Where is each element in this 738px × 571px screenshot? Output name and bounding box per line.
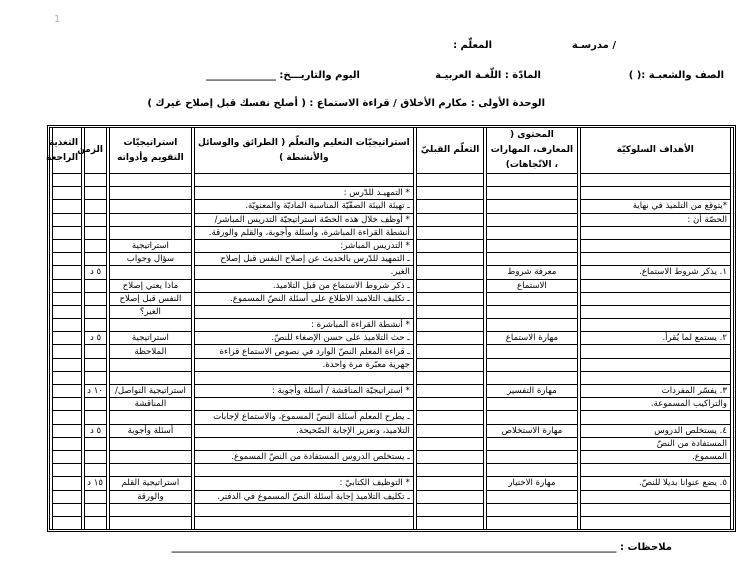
cell-strategies — [194, 438, 414, 451]
cell-objectives — [580, 240, 731, 253]
cell-content — [486, 372, 577, 385]
table-row — [52, 411, 731, 424]
cell-evaluation — [109, 187, 192, 200]
cell-evaluation — [109, 451, 192, 464]
cell-strategies: ـ ذكر شروط الاستماع من قبل التلاميذ. — [194, 280, 414, 293]
cell-evaluation — [109, 174, 192, 187]
cell-content: مهارة التفسير — [486, 385, 577, 398]
cell-strategies: ـ التمهيد للدّرس بالحديث عن إصلاح النفس قبل إصلاح — [194, 253, 414, 266]
header-time: الزمن — [84, 128, 107, 174]
cell-feedback — [52, 240, 82, 253]
cell-time — [84, 411, 107, 424]
table-row — [52, 266, 731, 279]
table-row — [52, 359, 731, 372]
cell-evaluation — [109, 372, 192, 385]
cell-feedback — [52, 504, 82, 517]
cell-feedback — [52, 359, 82, 372]
cell-evaluation: الغير؟ — [109, 306, 192, 319]
cell-content — [486, 174, 577, 187]
cell-evaluation — [109, 227, 192, 240]
cell-prior-learning — [416, 293, 484, 306]
cell-time: ١٠ د — [84, 385, 107, 398]
cell-objectives — [580, 517, 731, 529]
cell-time — [84, 517, 107, 529]
cell-strategies: ـ حث التلاميذ على حسن الإصغاء للنصّ. — [194, 332, 414, 345]
cell-objectives: المسموع. — [580, 451, 731, 464]
cell-strategies — [194, 372, 414, 385]
cell-objectives — [580, 464, 731, 477]
cell-time — [84, 504, 107, 517]
cell-objectives: *يتوقع من التلميذ في نهاية — [580, 200, 731, 213]
cell-time — [84, 398, 107, 411]
cell-evaluation: والورقة — [109, 491, 192, 504]
cell-strategies: ـ يطرح المعلم أسئلة النصّ المسموع، والاستماع لإجابات — [194, 411, 414, 424]
cell-time — [84, 451, 107, 464]
cell-feedback — [52, 425, 82, 438]
cell-feedback — [52, 280, 82, 293]
cell-strategies — [194, 398, 414, 411]
cell-time — [84, 293, 107, 306]
cell-content — [486, 187, 577, 200]
cell-evaluation — [109, 411, 192, 424]
cell-content — [486, 359, 577, 372]
cell-objectives — [580, 280, 731, 293]
cell-feedback — [52, 227, 82, 240]
date-label: اليوم والتاريـــخ: ______________ — [205, 70, 360, 81]
cell-prior-learning — [416, 359, 484, 372]
cell-time — [84, 345, 107, 358]
table-row — [52, 438, 731, 451]
cell-content — [486, 504, 577, 517]
cell-strategies: * أوظف خلال هذه الحصّة استراتيجيّة التدريس المباشر/ — [194, 214, 414, 227]
cell-content — [486, 491, 577, 504]
cell-feedback — [52, 253, 82, 266]
cell-evaluation — [109, 266, 192, 279]
cell-feedback — [52, 491, 82, 504]
cell-prior-learning — [416, 187, 484, 200]
cell-feedback — [52, 332, 82, 345]
cell-evaluation: ماذا يعني إصلاح — [109, 280, 192, 293]
teacher-label: المعلّم : — [453, 40, 492, 51]
cell-strategies — [194, 464, 414, 477]
table-row — [52, 491, 731, 504]
table-row — [52, 227, 731, 240]
cell-feedback — [52, 306, 82, 319]
cell-evaluation — [109, 319, 192, 332]
table-row — [52, 517, 731, 529]
table-row — [52, 504, 731, 517]
cell-time — [84, 319, 107, 332]
cell-time — [84, 174, 107, 187]
cell-content — [486, 451, 577, 464]
cell-evaluation — [109, 438, 192, 451]
cell-prior-learning — [416, 425, 484, 438]
cell-objectives: والتراكيب المسموعة. — [580, 398, 731, 411]
cell-objectives — [580, 319, 731, 332]
cell-prior-learning — [416, 306, 484, 319]
table-row — [52, 451, 731, 464]
cell-content: مهارة الاختيار — [486, 477, 577, 490]
cell-strategies: * التمهيـد للدّرس : — [194, 187, 414, 200]
cell-strategies: * أنشطة القراءة المباشرة : — [194, 319, 414, 332]
cell-objectives: ١. يذكر شروط الاستماع. — [580, 266, 731, 279]
cell-time — [84, 200, 107, 213]
cell-strategies: ـ تكليف التلاميذ إجابة أسئلة النصّ المسموع في الدفتر. — [194, 491, 414, 504]
cell-prior-learning — [416, 464, 484, 477]
cell-feedback — [52, 214, 82, 227]
cell-time — [84, 359, 107, 372]
table-row — [52, 187, 731, 200]
cell-objectives: ٣. يفسّر المفردات — [580, 385, 731, 398]
page-number: 1 — [54, 14, 61, 25]
cell-objectives — [580, 345, 731, 358]
cell-prior-learning — [416, 214, 484, 227]
notes-line: ملاحظات : _________________________________________________________________________________________ — [171, 542, 672, 553]
cell-strategies: جهرية معبّرة مرة واحدة. — [194, 359, 414, 372]
cell-prior-learning — [416, 332, 484, 345]
table-header-row — [52, 128, 731, 174]
table-row — [52, 345, 731, 358]
cell-time — [84, 372, 107, 385]
cell-time: ١٥ د — [84, 477, 107, 490]
cell-prior-learning — [416, 372, 484, 385]
table-row — [52, 385, 731, 398]
table-row — [52, 293, 731, 306]
cell-content: الاستماع — [486, 280, 577, 293]
table-row — [52, 477, 731, 490]
cell-objectives — [580, 174, 731, 187]
cell-objectives — [580, 504, 731, 517]
cell-time — [84, 491, 107, 504]
cell-evaluation — [109, 200, 192, 213]
cell-time — [84, 306, 107, 319]
cell-strategies — [194, 174, 414, 187]
subject-label: المادّة : اللّغـة العربيـة — [435, 70, 541, 81]
cell-objectives: ٢. يستمع لما يُقرأ. — [580, 332, 731, 345]
table-row — [52, 464, 731, 477]
cell-content — [486, 200, 577, 213]
cell-evaluation: الملاحظة — [109, 345, 192, 358]
table-row — [52, 372, 731, 385]
table-row — [52, 200, 731, 213]
cell-time — [84, 214, 107, 227]
cell-strategies: * استراتيجيّة المناقشة / أسئلة وأجوبة : — [194, 385, 414, 398]
cell-time — [84, 464, 107, 477]
cell-prior-learning — [416, 477, 484, 490]
school-label: / مدرسـة — [571, 40, 616, 51]
cell-strategies: ـ قراءة المعلم النصّ الوارد في نصوص الاستماع قراءة — [194, 345, 414, 358]
table-row — [52, 425, 731, 438]
cell-content — [486, 319, 577, 332]
cell-evaluation: استراتيجية — [109, 332, 192, 345]
cell-strategies — [194, 504, 414, 517]
cell-evaluation — [109, 214, 192, 227]
cell-content: معرفة شروط — [486, 266, 577, 279]
cell-prior-learning — [416, 504, 484, 517]
cell-prior-learning — [416, 227, 484, 240]
cell-objectives: المستفادة من النصّ — [580, 438, 731, 451]
cell-content — [486, 293, 577, 306]
table-row — [52, 332, 731, 345]
cell-objectives — [580, 372, 731, 385]
cell-prior-learning — [416, 438, 484, 451]
cell-content — [486, 438, 577, 451]
cell-content — [486, 214, 577, 227]
cell-content — [486, 464, 577, 477]
header-feedback: التغذية الراجعة — [52, 128, 82, 174]
cell-content — [486, 398, 577, 411]
cell-strategies: ـ يستخلص الدروس المستفادة من النصّ المسموع. — [194, 451, 414, 464]
cell-evaluation: سؤال وجواب — [109, 253, 192, 266]
cell-feedback — [52, 438, 82, 451]
cell-prior-learning — [416, 517, 484, 529]
cell-objectives — [580, 187, 731, 200]
cell-prior-learning — [416, 398, 484, 411]
header-evaluation: استراتيجيّات التقويم وأدواته — [109, 128, 192, 174]
cell-time: ٥ د — [84, 266, 107, 279]
cell-evaluation — [109, 359, 192, 372]
cell-prior-learning — [416, 491, 484, 504]
cell-feedback — [52, 174, 82, 187]
cell-prior-learning — [416, 253, 484, 266]
cell-feedback — [52, 372, 82, 385]
cell-feedback — [52, 319, 82, 332]
table-row — [52, 214, 731, 227]
cell-content — [486, 306, 577, 319]
cell-evaluation: استراتيجية القلم — [109, 477, 192, 490]
cell-time — [84, 187, 107, 200]
cell-objectives: ٥. يضع عنوانا بديلا للنصّ. — [580, 477, 731, 490]
cell-prior-learning — [416, 200, 484, 213]
cell-time: ٥ د — [84, 425, 107, 438]
cell-time — [84, 438, 107, 451]
table-row — [52, 253, 731, 266]
cell-feedback — [52, 517, 82, 529]
cell-strategies: * التوظيف الكتابيّ : — [194, 477, 414, 490]
lesson-plan-table — [47, 125, 736, 532]
cell-prior-learning — [416, 240, 484, 253]
cell-strategies: التلاميذ، وتعزيز الإجابة الصّحيحة. — [194, 425, 414, 438]
table-row — [52, 398, 731, 411]
cell-feedback — [52, 200, 82, 213]
cell-evaluation — [109, 517, 192, 529]
cell-strategies: أنشطة القراءة المباشرة، وأسئلة وأجوبة، والقلم والورقة. — [194, 227, 414, 240]
cell-prior-learning — [416, 266, 484, 279]
cell-evaluation: استراتيجية — [109, 240, 192, 253]
cell-objectives — [580, 293, 731, 306]
cell-feedback — [52, 266, 82, 279]
cell-strategies: ـ تكليف التلاميذ الاطلاع على أسئلة النصّ المسموع. — [194, 293, 414, 306]
header-content: المحتوى ( المعارف، المهارات ، الاتّجاهات) — [486, 128, 577, 174]
cell-content — [486, 411, 577, 424]
cell-feedback — [52, 385, 82, 398]
cell-content — [486, 517, 577, 529]
cell-content — [486, 227, 577, 240]
cell-time — [84, 227, 107, 240]
header-prior-learning: التعلّم القبليّ — [416, 128, 484, 174]
cell-feedback — [52, 345, 82, 358]
cell-content — [486, 253, 577, 266]
cell-objectives — [580, 411, 731, 424]
cell-content — [486, 240, 577, 253]
table-row — [52, 240, 731, 253]
cell-objectives: الحصّة أن : — [580, 214, 731, 227]
cell-strategies — [194, 517, 414, 529]
cell-prior-learning — [416, 411, 484, 424]
cell-evaluation: النفس قبل إصلاح — [109, 293, 192, 306]
cell-strategies — [194, 306, 414, 319]
cell-evaluation — [109, 464, 192, 477]
cell-prior-learning — [416, 280, 484, 293]
cell-evaluation: أسئلة وأجوبة — [109, 425, 192, 438]
cell-feedback — [52, 293, 82, 306]
cell-content — [486, 345, 577, 358]
cell-prior-learning — [416, 385, 484, 398]
cell-objectives — [580, 253, 731, 266]
cell-objectives — [580, 306, 731, 319]
cell-evaluation — [109, 504, 192, 517]
cell-objectives: ٤. يستخلص الدروس — [580, 425, 731, 438]
cell-feedback — [52, 464, 82, 477]
cell-evaluation: المناقشة — [109, 398, 192, 411]
cell-feedback — [52, 187, 82, 200]
cell-objectives — [580, 227, 731, 240]
cell-strategies: ـ تهيئة البيئة الصفّيّة المناسبة الماديّة والمعنويّة. — [194, 200, 414, 213]
cell-time: ٥ د — [84, 332, 107, 345]
cell-prior-learning — [416, 174, 484, 187]
header-strategies: استراتيجيّات التعليم والتعلّم ( الطرائق والوسائل والأنشطة ) — [194, 128, 414, 174]
cell-evaluation: استراتيجية التواصل/ — [109, 385, 192, 398]
class-label: الصف والشعبـة :( ) — [628, 70, 724, 81]
table-row — [52, 174, 731, 187]
table-row — [52, 319, 731, 332]
cell-feedback — [52, 477, 82, 490]
cell-strategies: * التدريس المباشر: — [194, 240, 414, 253]
cell-objectives — [580, 491, 731, 504]
table-row — [52, 280, 731, 293]
unit-title: الوحدة الأولى : مكارم الأخلاق / قراءة الاستماع : ( أصلح نفسك قبل إصلاح غيرك ) — [147, 98, 545, 109]
cell-time — [84, 240, 107, 253]
cell-content: مهارة الاستخلاص — [486, 425, 577, 438]
cell-objectives — [580, 359, 731, 372]
cell-time — [84, 280, 107, 293]
cell-prior-learning — [416, 345, 484, 358]
cell-prior-learning — [416, 451, 484, 464]
table-row — [52, 306, 731, 319]
cell-feedback — [52, 398, 82, 411]
header-objectives: الأهداف السلوكيّة — [580, 128, 731, 174]
cell-prior-learning — [416, 319, 484, 332]
cell-time — [84, 253, 107, 266]
cell-strategies: الغير. — [194, 266, 414, 279]
cell-feedback — [52, 411, 82, 424]
cell-feedback — [52, 451, 82, 464]
cell-content: مهارة الاستماع — [486, 332, 577, 345]
